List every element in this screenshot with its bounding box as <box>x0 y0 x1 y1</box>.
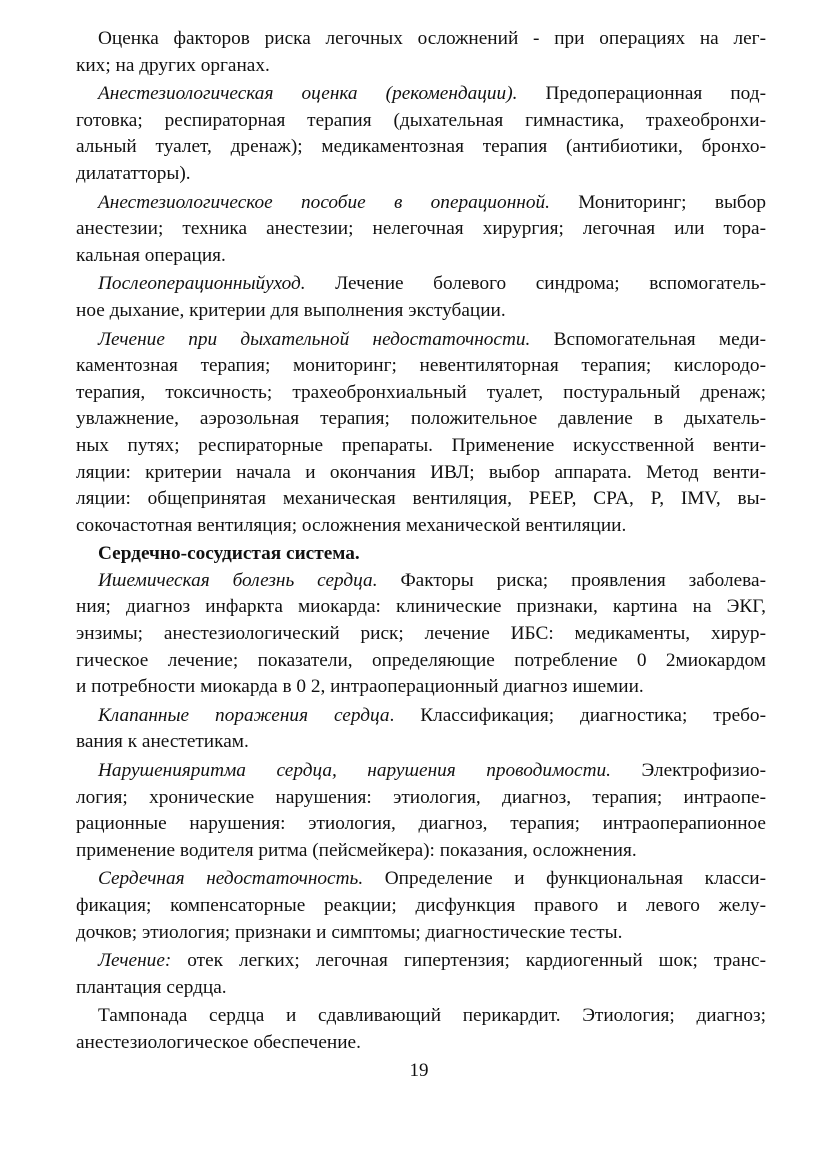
line-text: ное дыхание, критерии для выполнения экстубации. <box>76 299 506 321</box>
text-line <box>76 1003 766 1030</box>
line-text: рационные нарушения: этиология, диагноз, терапия; интраоперапионное <box>76 813 766 835</box>
line-text: и потребности миокарда в 0 2, интраоперационный диагноз ишемии. <box>76 676 644 698</box>
line-text: гическое лечение; показатели, определяющие потребление 0 2миокардом <box>76 649 766 671</box>
line-text: Вспомогательная меди- <box>530 328 766 350</box>
line-text: Предоперационная под- <box>517 83 767 105</box>
italic-lead: Послеоперационныйуход. <box>98 273 306 295</box>
text-line <box>76 406 766 433</box>
line-text: кальная операция. <box>76 244 226 266</box>
line-text: Тампонада сердца и сдавливающий перикардит. Этиология; диагноз; <box>98 1005 766 1027</box>
line-text: ляции: критерии начала и окончания ИВЛ; выбор аппарата. Метод венти- <box>76 461 766 483</box>
text-line <box>76 353 766 380</box>
italic-lead: Нарушенияритма сердца, нарушения проводимости. <box>98 760 611 782</box>
line-text: ния; диагноз инфаркта миокарда: клинические признаки, картина на ЭКГ, <box>76 596 766 618</box>
text-line <box>76 838 766 865</box>
text-line <box>76 703 766 730</box>
text-line <box>76 674 766 701</box>
text-line <box>76 648 766 675</box>
text-line <box>76 811 766 838</box>
text-line <box>76 948 766 975</box>
line-text: вания к анестетикам. <box>76 731 249 753</box>
italic-lead: Сердечная недостаточность. <box>98 868 364 890</box>
text-line <box>76 621 766 648</box>
italic-lead: Лечение при дыхательной недостаточности. <box>98 328 531 350</box>
text-line <box>76 866 766 893</box>
italic-lead: Лечение: <box>98 950 172 972</box>
line-text: увлажнение, аэрозольная терапия; положительное давление в дыхатель- <box>76 408 766 430</box>
text-line <box>76 486 766 513</box>
line-text: отек легких; легочная гипертензия; кардиогенный шок; транс- <box>171 950 766 972</box>
italic-lead: Клапанные поражения сердца <box>98 704 390 726</box>
text-line <box>76 785 766 812</box>
text-line <box>76 26 766 53</box>
text-line <box>76 53 766 80</box>
line-text: дилататторы). <box>76 162 191 184</box>
line-text: дочков; этиология; признаки и симптомы; диагностические тесты. <box>76 921 623 943</box>
line-text: Лечение болевого синдрома; вспомогатель- <box>305 273 766 295</box>
italic-lead: Ишемическая болезнь сердца. <box>98 569 378 591</box>
text-line <box>76 271 766 298</box>
line-text: сокочастотная вентиляция; осложнения механической вентиляции. <box>76 514 627 536</box>
text-line <box>76 893 766 920</box>
text-line <box>76 1030 766 1057</box>
line-text: Определение и функциональная класси- <box>363 868 766 890</box>
line-text: анестезии; техника анестезии; нелегочная хирургия; легочная или тора- <box>76 218 766 240</box>
line-text: каментозная терапия; мониторинг; невентиляторная терапия; кислородо- <box>76 355 766 377</box>
italic-lead: Анестезиологическая оценка (рекомендации). <box>98 83 518 105</box>
line-text: Оценка факторов риска легочных осложнений - при операциях на лег- <box>98 28 766 49</box>
body-text <box>76 26 766 1057</box>
line-text: . Классификация; диагностика; требо- <box>389 704 766 726</box>
section-heading: Сердечно-сосудистая система. <box>98 543 360 565</box>
line-text: применение водителя ритма (пейсмейкера): показания, осложнения. <box>76 839 637 861</box>
text-line <box>76 594 766 621</box>
text-line <box>76 380 766 407</box>
text-line <box>76 975 766 1002</box>
text-line <box>76 460 766 487</box>
italic-lead: Анестезиологическое пособие в операционной. <box>98 191 550 213</box>
text-line <box>76 327 766 354</box>
text-line <box>76 216 766 243</box>
text-line <box>76 134 766 161</box>
line-text: фикация; компенсаторные реакции; дисфункция правого и левого желу- <box>76 895 766 916</box>
line-text: терапия, токсичность; трахеобронхиальный туалет, постуральный дренаж; <box>76 381 766 403</box>
line-text: ляции: общепринятая механическая вентиляция, PEEP, CPA, P, IMV, вы- <box>76 488 766 510</box>
line-text: ких; на других органах. <box>76 54 270 76</box>
line-text: логия; хронические нарушения: этиология, диагноз, терапия; интраопе- <box>76 786 766 808</box>
text-line <box>76 433 766 460</box>
text-line <box>76 243 766 270</box>
text-line <box>76 190 766 217</box>
text-line <box>76 568 766 595</box>
text-line <box>76 920 766 947</box>
line-text: Факторы риска; проявления заболева- <box>377 569 767 591</box>
text-line <box>76 108 766 135</box>
line-text: энзимы; анестезиологический риск; лечение ИБС: медикаменты, хирур- <box>76 623 766 645</box>
text-line <box>76 729 766 756</box>
line-text: анестезиологическое обеспечение. <box>76 1031 361 1053</box>
text-line <box>76 298 766 325</box>
text-line <box>76 513 766 540</box>
line-text: альный туалет, дренаж); медикаментозная терапия (антибиотики, бронхо- <box>76 136 766 158</box>
line-text: Мониторинг; выбор <box>549 191 766 213</box>
line-text: ных путях; респираторные препараты. Применение искусственной венти- <box>76 434 766 456</box>
text-line <box>76 81 766 108</box>
text-line <box>76 758 766 785</box>
line-text: плантация сердца. <box>76 976 227 998</box>
line-text: Электрофизио- <box>610 760 766 782</box>
text-line <box>76 161 766 188</box>
line-text: готовка; респираторная терапия (дыхательная гимнастика, трахеобронхи- <box>76 109 766 131</box>
page-number: 19 <box>409 1060 429 1081</box>
